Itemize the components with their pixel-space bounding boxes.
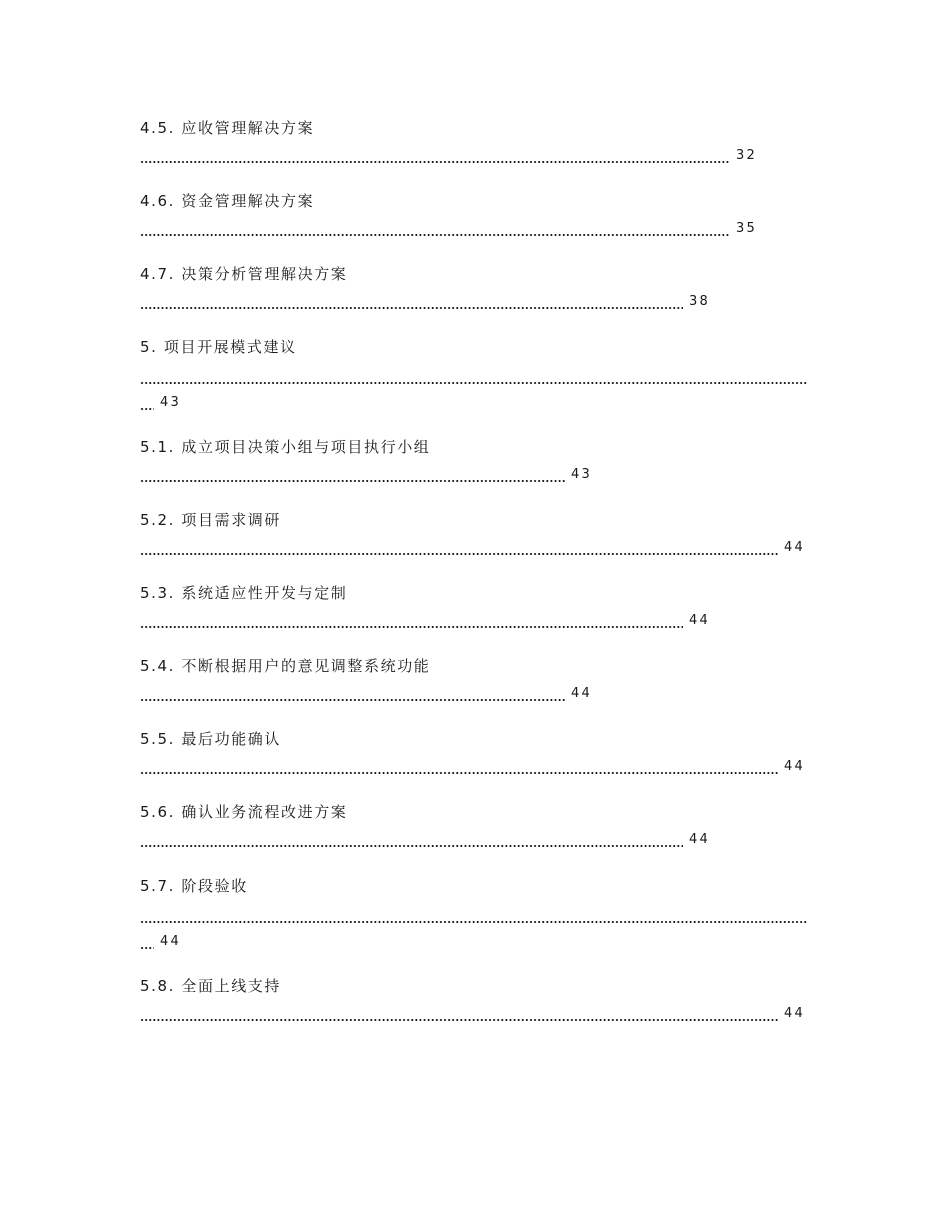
- toc-entry-title: 系统适应性开发与定制: [181, 584, 348, 602]
- toc-entry-title: 最后功能确认: [181, 730, 282, 748]
- toc-entry-page: 44: [571, 686, 592, 701]
- toc-leader-dots: [140, 1005, 778, 1023]
- toc-leader-dots: [140, 539, 778, 557]
- toc-entry-page: 44: [689, 832, 710, 847]
- toc-entry-title: 资金管理解决方案: [181, 192, 315, 210]
- toc-leader-dots: [140, 612, 683, 630]
- toc-entry-page: 43: [160, 395, 181, 410]
- toc-entry-title: 项目开展模式建议: [163, 338, 297, 356]
- toc-entry-number: 4.7.: [140, 265, 176, 283]
- toc-leader-dots: [140, 220, 730, 238]
- toc-entry-page: 44: [689, 613, 710, 628]
- toc-leader-dots: [140, 685, 565, 703]
- toc-entry-number: 5.: [140, 338, 158, 356]
- toc-leader-dots: [140, 368, 808, 386]
- toc-entry-title: 成立项目决策小组与项目执行小组: [181, 438, 431, 456]
- toc-entry-number: 5.6.: [140, 803, 176, 821]
- toc-entry-title: 不断根据用户的意见调整系统功能: [181, 657, 431, 675]
- toc-leader-dots: [140, 293, 683, 311]
- toc-entry-title: 应收管理解决方案: [181, 119, 315, 137]
- toc-leader-dots: [140, 831, 683, 849]
- toc-entry-number: 5.5.: [140, 730, 176, 748]
- toc-entry-title: 项目需求调研: [181, 511, 282, 529]
- toc-entry-title: 阶段验收: [181, 877, 248, 895]
- toc-entry-number: 5.3.: [140, 584, 176, 602]
- toc-entry-number: 5.8.: [140, 977, 176, 995]
- toc-leader-dots: [140, 147, 730, 165]
- toc-entry-number: 5.2.: [140, 511, 176, 529]
- toc-entry-page: 38: [689, 294, 710, 309]
- toc-entry-page: 44: [784, 1006, 805, 1021]
- toc-entry-page: 32: [736, 148, 757, 163]
- toc-entry-number: 5.1.: [140, 438, 176, 456]
- toc-entry-page: 44: [784, 540, 805, 555]
- toc-entry-page: 44: [784, 759, 805, 774]
- toc-entry-number: 5.4.: [140, 657, 176, 675]
- toc-leader-dots: [140, 933, 154, 951]
- toc-entry-page: 35: [736, 221, 757, 236]
- toc-entry-title: 决策分析管理解决方案: [181, 265, 348, 283]
- toc-leader-dots: [140, 758, 778, 776]
- toc-leader-dots: [140, 907, 808, 925]
- toc-entry-title: 确认业务流程改进方案: [181, 803, 348, 821]
- toc-entry-number: 4.5.: [140, 119, 176, 137]
- toc-entry-title: 全面上线支持: [181, 977, 282, 995]
- toc-entry-page: 43: [571, 467, 592, 482]
- toc-entry-page: 44: [160, 934, 181, 949]
- toc-entry-number: 5.7.: [140, 877, 176, 895]
- toc-leader-dots: [140, 394, 154, 412]
- toc-entry-number: 4.6.: [140, 192, 176, 210]
- toc-leader-dots: [140, 466, 565, 484]
